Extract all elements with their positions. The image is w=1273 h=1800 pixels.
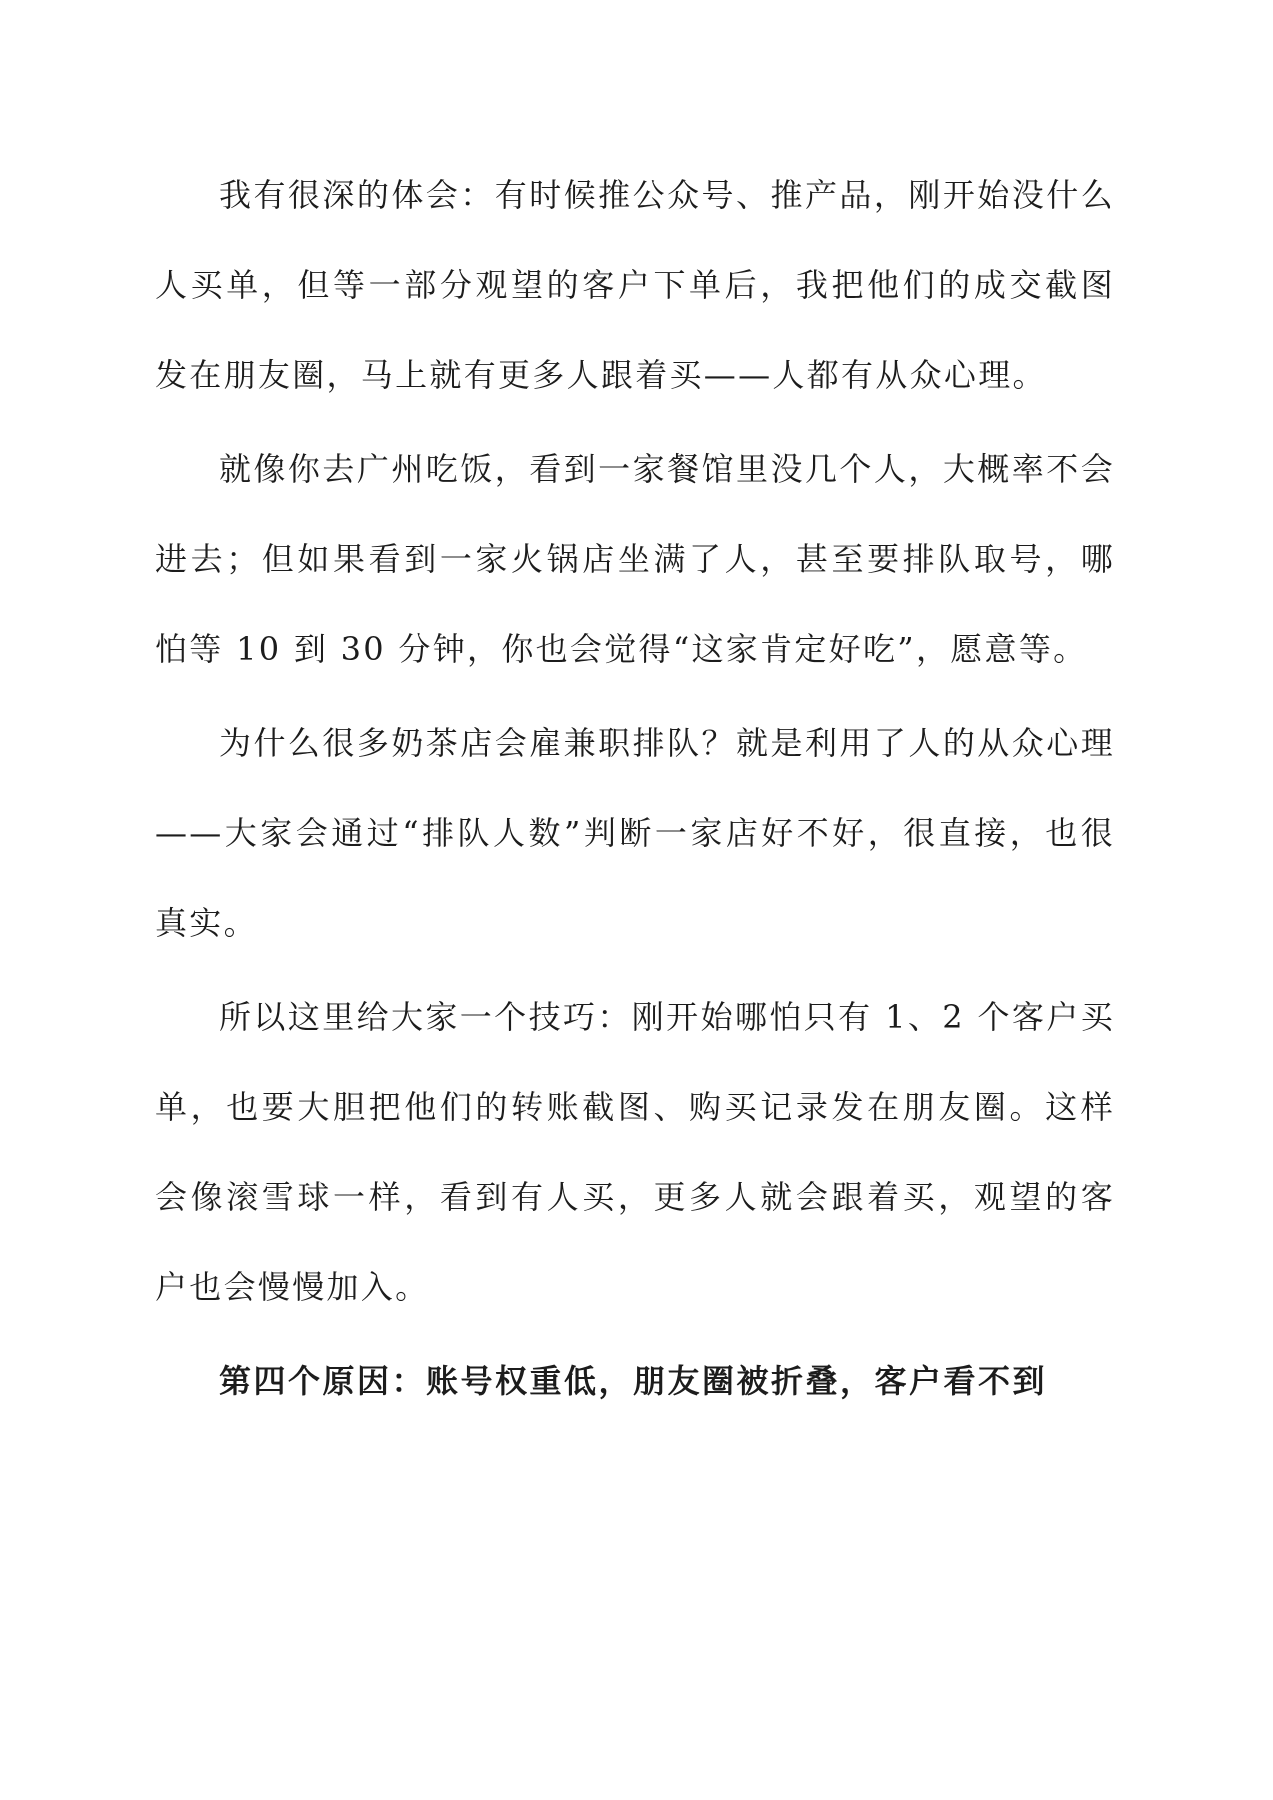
section-heading: 第四个原因：账号权重低，朋友圈被折叠，客户看不到 <box>219 1362 1048 1400</box>
paragraph-2: 就像你去广州吃饭，看到一家餐馆里没几个人，大概率不会进去；但如果看到一家火锅店坐满了人，甚至要排队取号，哪怕等 10 到 30 分钟，你也会觉得“这家肯定好吃”，愿意等。 <box>155 450 1115 668</box>
paragraph-3: 为什么很多奶茶店会雇兼职排队？就是利用了人的从众心理——大家会通过“排队人数”判断一家店好不好，很直接，也很真实。 <box>155 724 1115 942</box>
document-body <box>155 150 1115 1426</box>
paragraph-1: 我有很深的体会：有时候推公众号、推产品，刚开始没什么人买单，但等一部分观望的客户下单后，我把他们的成交截图发在朋友圈，马上就有更多人跟着买——人都有从众心理。 <box>155 176 1115 394</box>
paragraph-4: 所以这里给大家一个技巧：刚开始哪怕只有 1、2 个客户买单，也要大胆把他们的转账截图、购买记录发在朋友圈。这样会像滚雪球一样，看到有人买，更多人就会跟着买，观望的客户也会慢慢加入。 <box>155 998 1115 1306</box>
